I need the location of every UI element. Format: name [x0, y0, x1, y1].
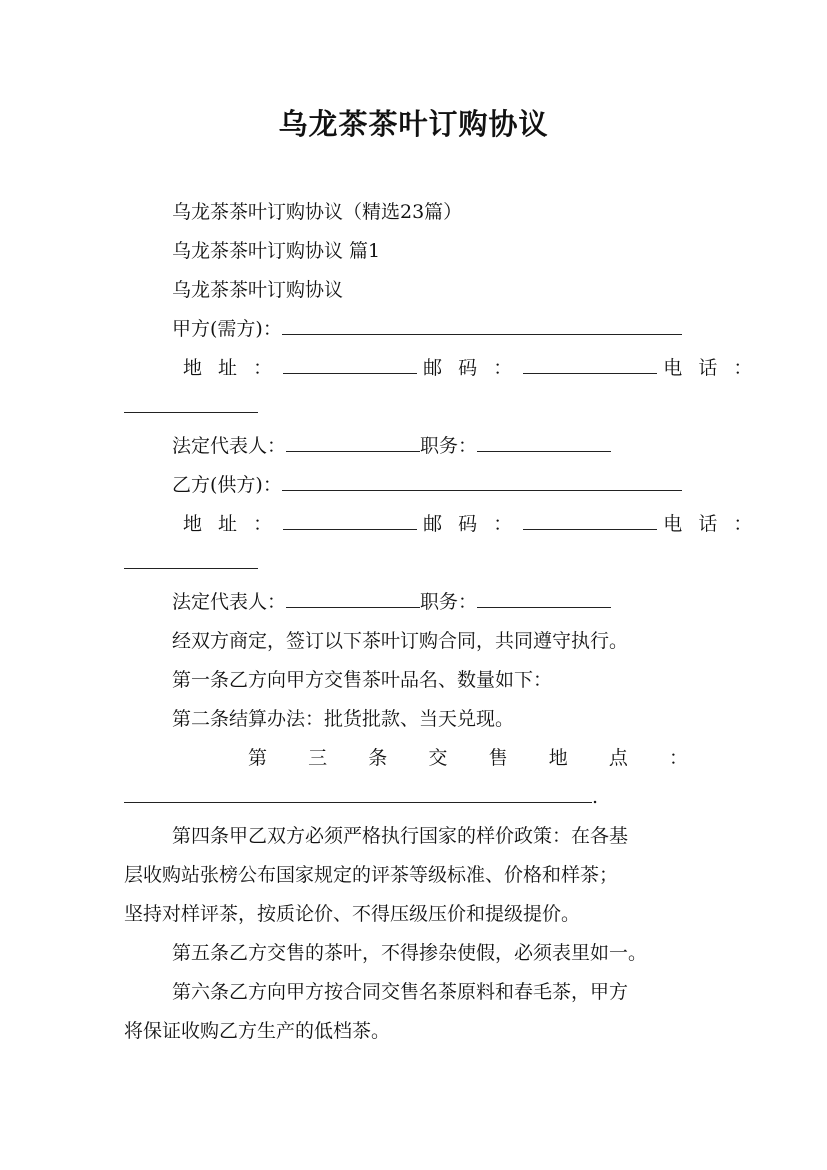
party-a-line [172, 316, 682, 342]
party-b-postcode-label: 邮 码 ： [423, 513, 518, 535]
party-b-phone-line [124, 550, 258, 576]
article-2: 第二条结算办法：批货批款、当天兑现。 [172, 708, 515, 730]
party-a-phone-line [124, 394, 258, 420]
party-b-rep-label: 法定代表人： [172, 591, 287, 613]
party-a-phone-blank[interactable] [124, 394, 258, 413]
article-3-char: 交 [428, 747, 448, 769]
party-a-blank[interactable] [282, 316, 682, 335]
article-3-char: 三 [308, 747, 328, 769]
article-3-char: 地 [548, 747, 568, 769]
party-b-address-label: 地 址 ： [183, 513, 278, 535]
heading-line: 乌龙茶茶叶订购协议 [172, 279, 344, 301]
party-a-address-label: 地 址 ： [183, 357, 278, 379]
article-4-line-3: 坚持对样评茶，按质论价、不得压级压价和提级提价。 [124, 903, 581, 925]
article-3-char: ： [668, 747, 688, 769]
party-a-postcode-label: 邮 码 ： [423, 357, 518, 379]
article-1: 第一条乙方向甲方交售茶叶品名、数量如下： [172, 669, 553, 691]
article-6-line-2: 将保证收购乙方生产的低档茶。 [124, 1020, 391, 1042]
party-b-title-blank[interactable] [477, 589, 611, 608]
article-3-period: . [592, 786, 599, 808]
party-b-title-label: 职务： [420, 591, 478, 613]
document-title: 乌龙茶茶叶订购协议 [278, 107, 549, 141]
party-a-contact-line [183, 355, 757, 381]
party-b-line [172, 472, 682, 498]
agreement-line: 经双方商定，签订以下茶叶订购合同，共同遵守执行。 [172, 630, 629, 652]
party-a-label: 甲方(需方)： [172, 318, 282, 340]
article-3-char: 售 [488, 747, 508, 769]
party-a-title-blank[interactable] [477, 433, 611, 452]
party-b-label: 乙方(供方)： [172, 474, 282, 496]
party-b-phone-label: 电 话 ： [663, 513, 758, 535]
party-b-rep-line [172, 589, 611, 615]
party-a-rep-line [172, 433, 611, 459]
chapter-line: 乌龙茶茶叶订购协议 篇1 [172, 240, 381, 262]
article-3-blank[interactable] [124, 784, 592, 803]
party-b-blank[interactable] [282, 472, 682, 491]
party-b-address-blank[interactable] [283, 511, 417, 530]
party-a-phone-label: 电 话 ： [663, 357, 758, 379]
party-a-rep-label: 法定代表人： [172, 435, 287, 457]
article-3-blank-line [124, 784, 598, 810]
article-3 [248, 745, 688, 771]
party-a-title-label: 职务： [420, 435, 478, 457]
article-4-line-1: 第四条甲乙双方必须严格执行国家的样价政策：在各基 [172, 825, 629, 847]
party-b-postcode-blank[interactable] [523, 511, 657, 530]
party-a-rep-blank[interactable] [286, 433, 420, 452]
article-5: 第五条乙方交售的茶叶，不得掺杂使假，必须表里如一。 [172, 942, 648, 964]
party-a-address-blank[interactable] [283, 355, 417, 374]
article-6-line-1: 第六条乙方向甲方按合同交售名茶原料和春毛茶，甲方 [172, 981, 629, 1003]
article-4-line-2: 层收购站张榜公布国家规定的评茶等级标准、价格和样茶； [124, 864, 619, 886]
article-3-char: 第 [248, 747, 268, 769]
article-3-char: 条 [368, 747, 388, 769]
article-3-char: 点 [608, 747, 628, 769]
party-b-rep-blank[interactable] [286, 589, 420, 608]
party-b-contact-line [183, 511, 757, 537]
party-a-postcode-blank[interactable] [523, 355, 657, 374]
subtitle-line: 乌龙茶茶叶订购协议（精选23篇） [172, 201, 463, 223]
party-b-phone-blank[interactable] [124, 550, 258, 569]
